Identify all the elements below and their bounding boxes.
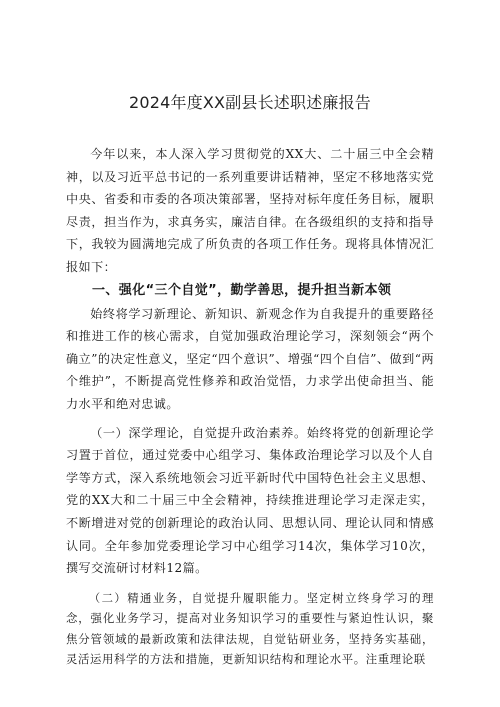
- intro-paragraph: 今年以来，本人深入学习贯彻党的XX大、二十届三中全会精神，以及习近平总书记的一系列重要讲话精神，坚定不移地落实党中央、省委和市委的各项决策部署，坚持对标年度任务目标，履职尽责，担当作为，求真务实，廉洁自律。在各级组织的支持和指导下，我较为圆满地完成了所负责的各项工作任务。现将具体情况汇报如下：: [66, 147, 434, 274]
- section-1-heading: 一、强化“三个自觉”，勤学善思，提升担当新本领: [92, 282, 392, 298]
- subsection-2-paragraph: （二）精通业务，自觉提升履职能力。坚定树立终身学习的理念，强化业务学习，提高对业务知识学习的重要性与紧迫性认识，聚焦分管领域的最新政策和法律法规，自觉钻研业务，坚持务实基础，灵活运用科学的方法和措施，更新知识结构和理论水平。注重理论联: [66, 590, 434, 667]
- subsection-2-block: [66, 588, 434, 670]
- subsection-1-paragraph: （一）深学理论，自觉提升政治素养。始终将党的创新理论学习置于首位，通过党委中心组学习、集体政治理论学习以及个人自学等方式，深入系统地领会习近平新时代中国特色社会主义思想、党的XX大和二十届三中全会精神，持续推进理论学习走深走实，不断增进对党的创新理论的政治认同、思想认同、理论认同和情感认同。全年参加党委理论学习中心组学习14次，集体学习10次，撰写交流研讨材料12篇。: [66, 425, 434, 576]
- document-title: 2024年度XX副县长述职述廉报告: [128, 93, 372, 112]
- section-1-paragraph: 始终将学习新理论、新知识、新观念作为自我提升的重要路径和推进工作的核心需求，自觉加强政治理论学习，深刻领会“两个确立”的决定性意义，坚定“四个意识”、增强“四个自信”、做到“两个维护”，不断提高党性修养和政治觉悟，力求学出使命担当、能力水平和绝对忠诚。: [66, 306, 434, 411]
